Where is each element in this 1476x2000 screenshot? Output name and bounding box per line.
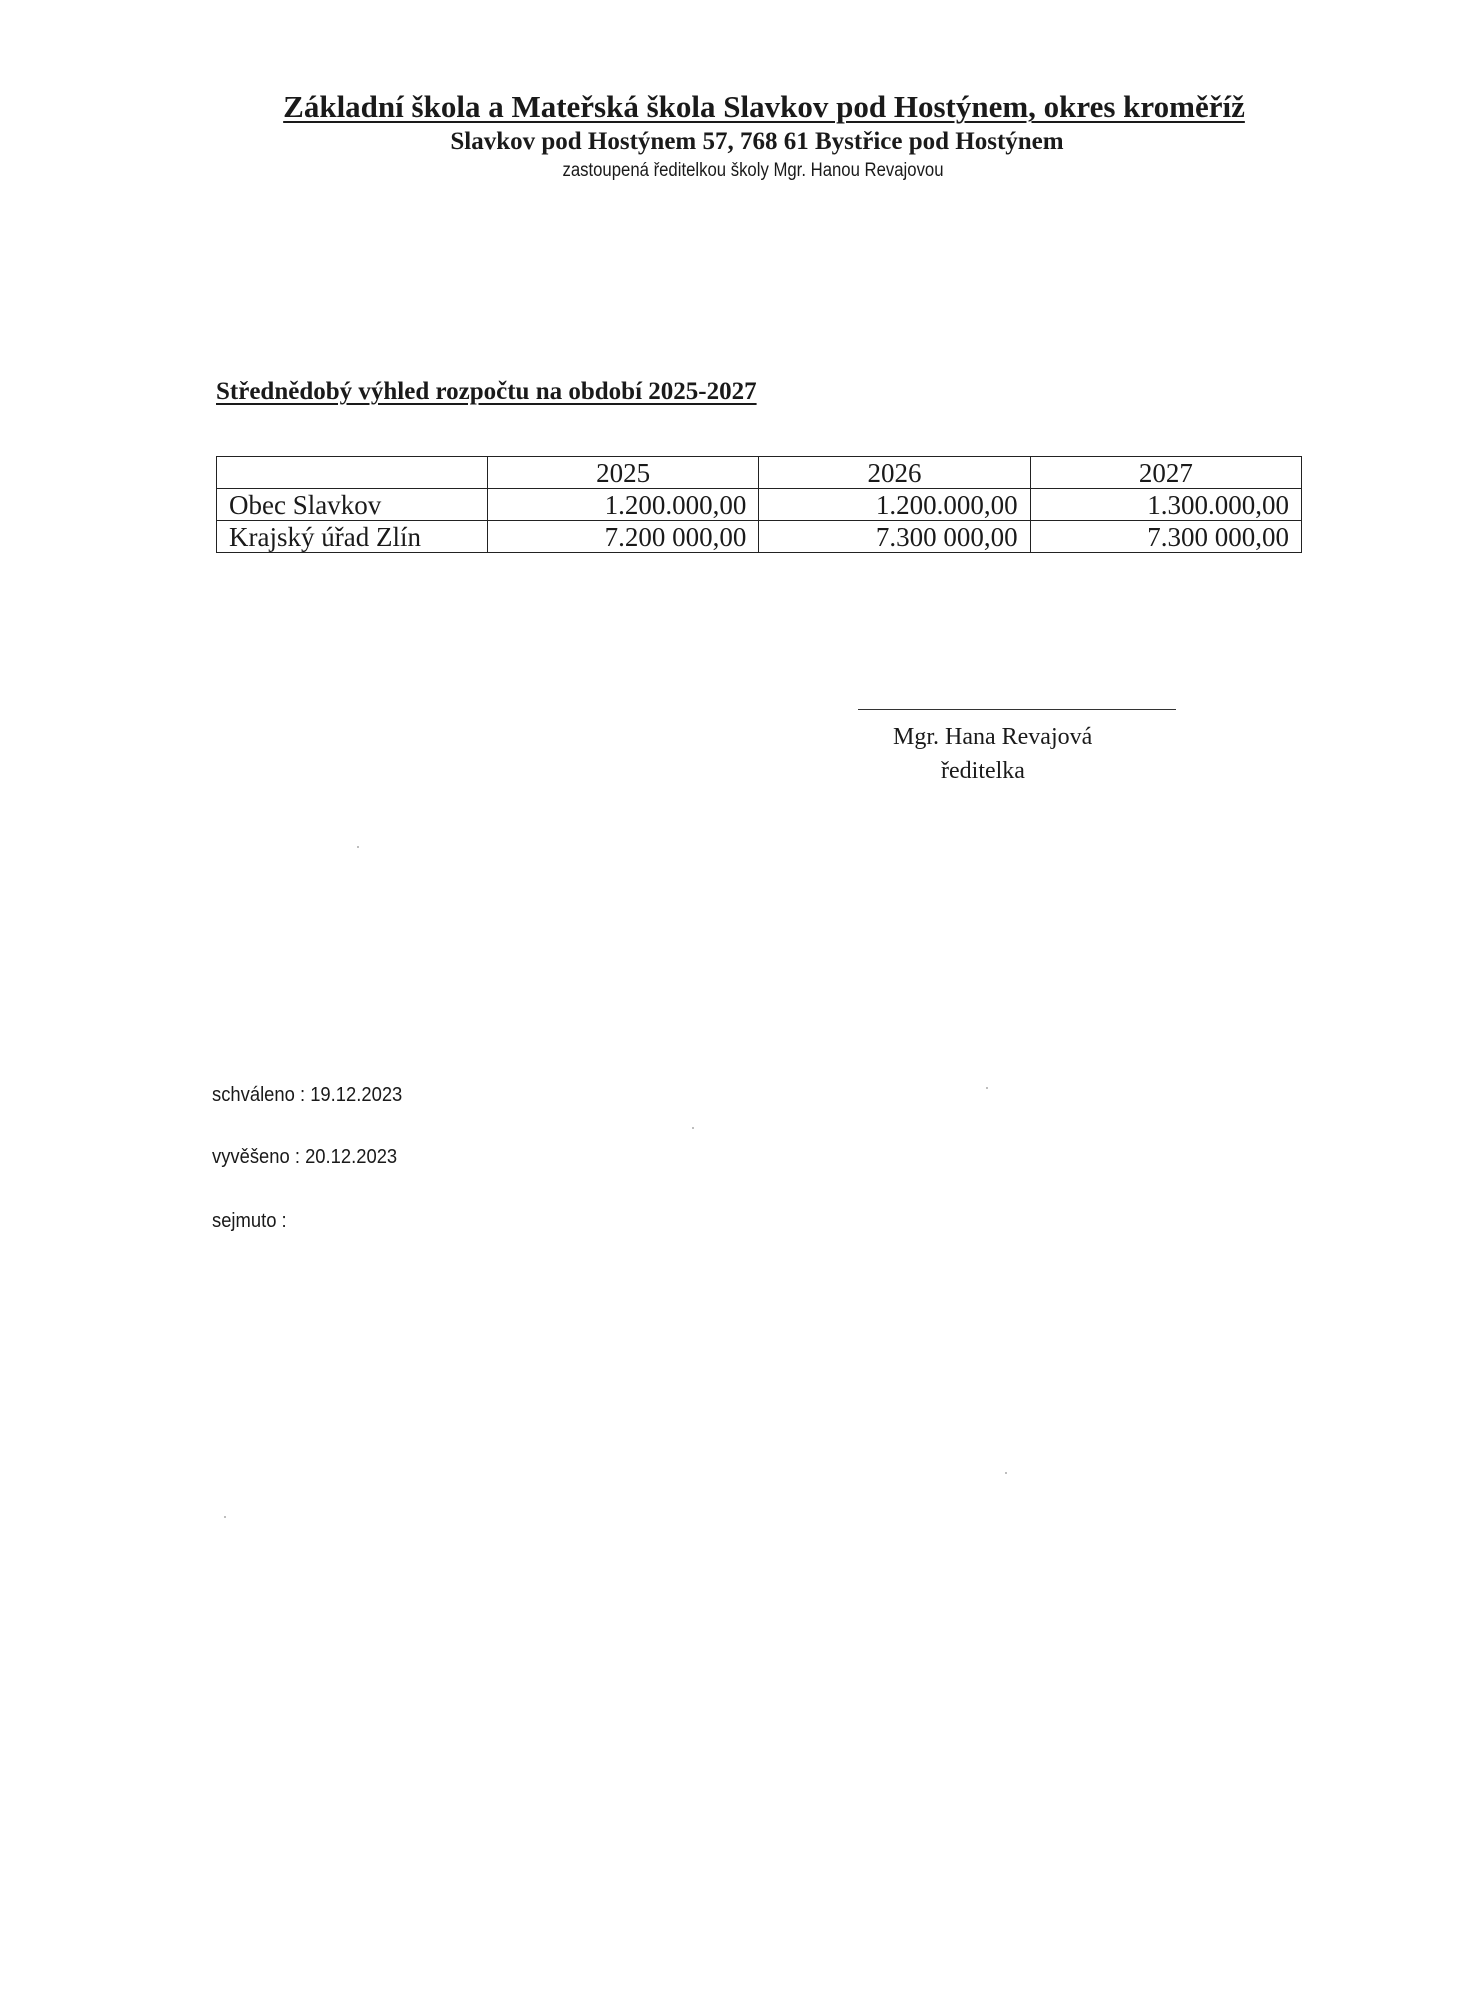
table-row [217, 521, 1302, 553]
approved-date: schváleno : 19.12.2023 [212, 1084, 403, 1106]
scan-speck [1005, 1472, 1007, 1474]
budget-value: 1.300.000,00 [1030, 489, 1301, 521]
scan-speck [692, 1127, 694, 1129]
budget-value: 7.300 000,00 [1030, 521, 1301, 553]
school-address: Slavkov pod Hostýnem 57, 768 61 Bystřice pod Hostýnem [450, 128, 1064, 155]
budget-value: 1.200.000,00 [759, 489, 1030, 521]
budget-value: 7.200 000,00 [488, 521, 759, 553]
table-header-row [217, 457, 1302, 489]
removed-date: sejmuto : [212, 1210, 287, 1232]
table-corner-cell [217, 457, 488, 489]
table-row [217, 489, 1302, 521]
signer-name: Mgr. Hana Revajová [893, 724, 1093, 750]
row-label: Krajský úřad Zlín [217, 521, 488, 553]
represented-by: zastoupená ředitelkou školy Mgr. Hanou Revajovou [562, 160, 944, 181]
scan-speck [357, 846, 359, 848]
budget-value: 1.200.000,00 [488, 489, 759, 521]
signature-line [858, 709, 1176, 710]
posted-date: vyvěšeno : 20.12.2023 [212, 1146, 398, 1168]
year-header: 2026 [759, 457, 1030, 489]
scan-speck [224, 1516, 226, 1518]
signer-role: ředitelka [941, 758, 1025, 784]
budget-table [216, 456, 1302, 553]
year-header: 2027 [1030, 457, 1301, 489]
budget-value: 7.300 000,00 [759, 521, 1030, 553]
signature-block [893, 720, 1092, 788]
scan-speck [986, 1087, 988, 1089]
row-label: Obec Slavkov [217, 489, 488, 521]
year-header: 2025 [488, 457, 759, 489]
school-name: Základní škola a Mateřská škola Slavkov pod Hostýnem, okres kroměříž [283, 89, 1245, 124]
document-header [0, 88, 1476, 184]
budget-title: Střednědobý výhled rozpočtu na období 2025-2027 [216, 378, 757, 405]
